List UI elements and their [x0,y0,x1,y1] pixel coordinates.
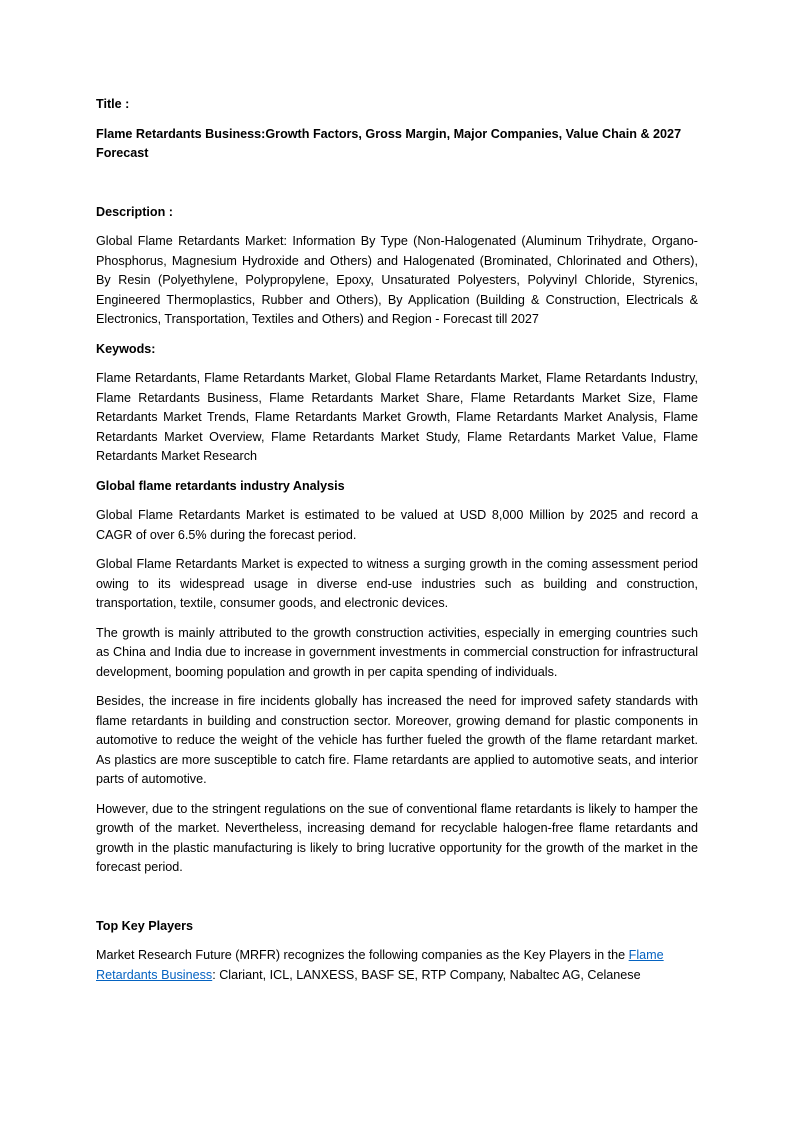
analysis-paragraph-1: Global Flame Retardants Market is estimated to be valued at USD 8,000 Million by 2025 and record a CAGR of over 6.5% during the forecast period. [96,508,698,542]
description-paragraph: Global Flame Retardants Market: Information By Type (Non-Halogenated (Aluminum Trihydrate, Organo-Phosphorus, Magnesium Hydroxide and Others) and Halogenated (Brominated, Chlorinated and Others), By Resin (Polyethylene, Polypropylene, Epoxy, Unsaturated Polyesters, Polyvinyl Chloride, Styrenics, Engineered Thermoplastics, Rubber and Others), By Application (Building & Construction, Electricals & Electronics, Transportation, Textiles and Others) and Region - Forecast till 2027 [96,234,698,326]
key-players-list: : Clariant, ICL, LANXESS, BASF SE, RTP Company, Nabaltec AG, Celanese [212,967,641,982]
key-players-intro: Market Research Future (MRFR) recognizes the following companies as the Key Players in the [96,948,629,962]
document-title: Flame Retardants Business:Growth Factors, Gross Margin, Major Companies, Value Chain & 2027 Forecast [96,126,682,160]
analysis-paragraph-2: Global Flame Retardants Market is expected to witness a surging growth in the coming assessment period owing to its widespread usage in diverse end-use industries such as building and construction, transportation, textile, consumer goods, and electronic devices. [96,557,698,610]
flame-retardants-business-link[interactable]: Flame Retardants Business [96,948,664,982]
top-key-players-heading: Top Key Players [96,918,194,933]
analysis-paragraph-3: The growth is mainly attributed to the growth construction activities, especially in emerging countries such as China and India due to increase in government investments in commercial construction for infrastructural development, booming population and growth in per capita spending of individuals. [96,625,698,679]
keywords-label: Keywods: [96,341,156,356]
analysis-heading: Global flame retardants industry Analysis [96,478,345,493]
analysis-paragraph-4: Besides, the increase in fire incidents globally has increased the need for improved safety standards with flame retardants in building and construction sector. Moreover, growing demand for plastic components in automotive to reduce the weight of the vehicle has further fueled the growth of the flame retardant market. As plastics are more susceptible to catch fire. Flame retardants are applied to automotive seats, and interior parts of automotive. [96,694,698,786]
keywords-paragraph: Flame Retardants, Flame Retardants Market, Global Flame Retardants Market, Flame Retardants Industry, Flame Retardants Business, Flame Retardants Market Share, Flame Retardants Market Size, Flame Retardants Market Trends, Flame Retardants Market Growth, Flame Retardants Market Analysis, Flame Retardants Market Overview, Flame Retardants Market Study, Flame Retardants Market Value, Flame Retardants Market Research [96,371,698,463]
description-label: Description : [96,204,173,219]
key-players-paragraph [96,946,698,985]
analysis-paragraph-5: However, due to the stringent regulations on the sue of conventional flame retardants is likely to hamper the growth of the market. Nevertheless, increasing demand for recyclable halogen-free flame retardants and growth in the plastic manufacturing is likely to bring lucrative opportunity for the growth of the market in the forecast period. [96,801,698,874]
title-label: Title : [96,97,130,111]
